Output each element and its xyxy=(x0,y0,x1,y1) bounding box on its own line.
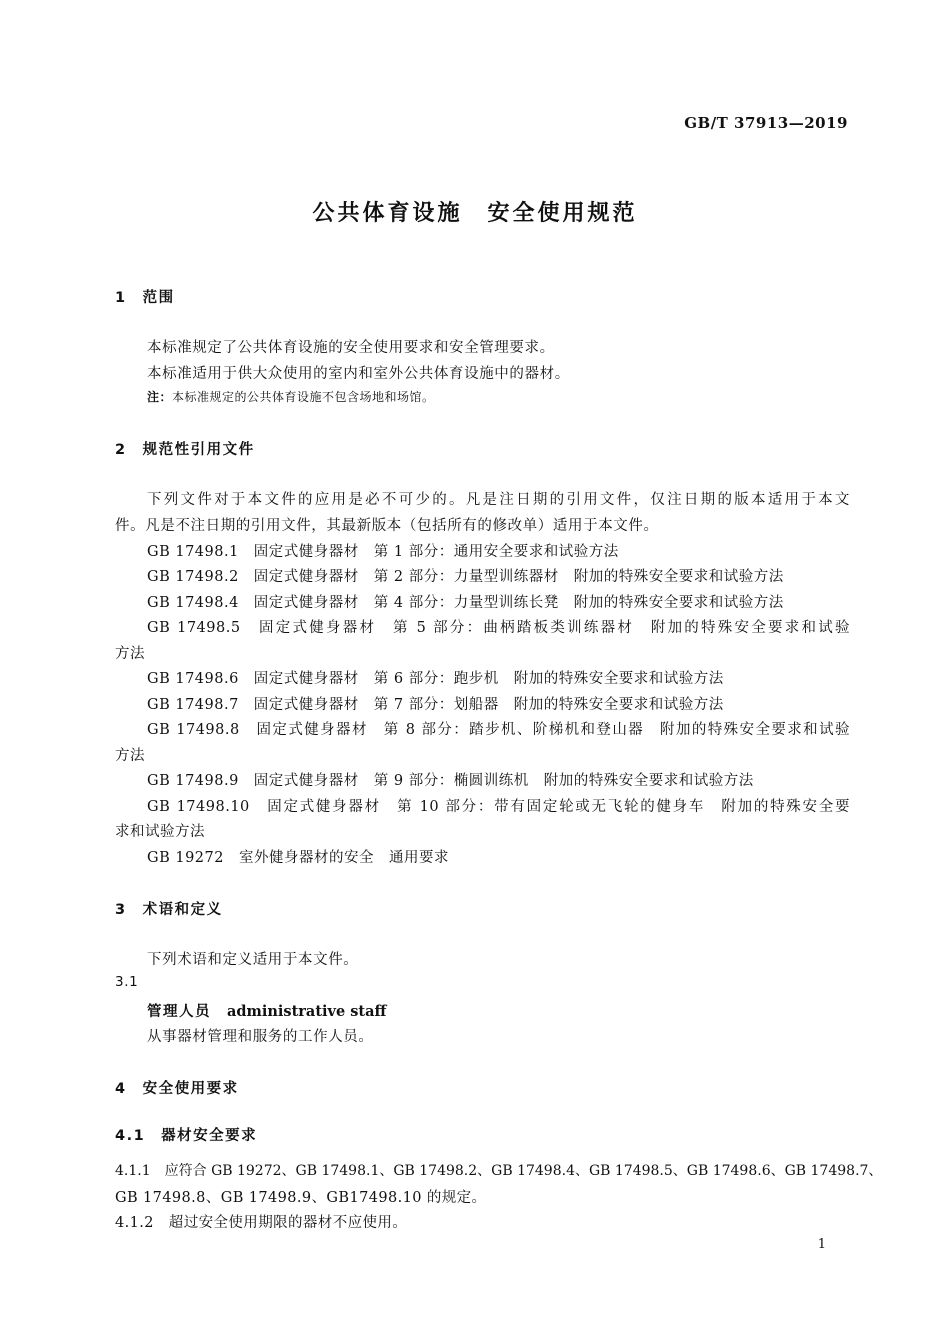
term-entry xyxy=(147,1000,386,1021)
ref-item: GB 17498.6 固定式健身器材 第 6 部分：跑步机 附加的特殊安全要求和试验方法 xyxy=(147,671,724,687)
section-heading-scope: 1 范围 xyxy=(115,290,175,306)
scope-paragraph-2: 本标准适用于供大众使用的室内和室外公共体育设施中的器材。 xyxy=(147,366,570,382)
document-code: GB/T 37913—2019 xyxy=(684,114,848,132)
section-heading-safety: 4 安全使用要求 xyxy=(115,1081,239,1097)
ref-item-continuation: 方法 xyxy=(115,748,145,764)
term-chinese: 管理人员 xyxy=(147,1004,211,1020)
ref-item: GB 17498.1 固定式健身器材 第 1 部分：通用安全要求和试验方法 xyxy=(147,544,619,560)
scope-note xyxy=(147,388,435,405)
ref-item: GB 17498.4 固定式健身器材 第 4 部分：力量型训练长凳 附加的特殊安全要求和试验方法 xyxy=(147,595,784,611)
ref-item: GB 17498.7 固定式健身器材 第 7 部分：划船器 附加的特殊安全要求和试验方法 xyxy=(147,697,724,713)
section-heading-terms: 3 术语和定义 xyxy=(115,902,223,918)
ref-item: GB 19272 室外健身器材的安全 通用要求 xyxy=(147,850,449,866)
note-text: 本标准规定的公共体育设施不包含场地和场馆。 xyxy=(172,390,435,404)
ref-item: GB 17498.9 固定式健身器材 第 9 部分：椭圆训练机 附加的特殊安全要求和试验方法 xyxy=(147,773,754,789)
subsection-heading-equipment: 4.1 器材安全要求 xyxy=(115,1128,258,1144)
refs-intro-line-1: 下列文件对于本文件的应用是必不可少的。凡是注日期的引用文件，仅注日期的版本适用于本文 xyxy=(147,492,850,508)
terms-intro: 下列术语和定义适用于本文件。 xyxy=(147,952,359,968)
scope-paragraph-1: 本标准规定了公共体育设施的安全使用要求和安全管理要求。 xyxy=(147,340,555,356)
ref-item-continuation: 方法 xyxy=(115,646,145,662)
clause-4-1-1-line-2: GB 17498.8、GB 17498.9、GB17498.10 的规定。 xyxy=(115,1190,487,1206)
ref-item: GB 17498.8 固定式健身器材 第 8 部分：踏步机、阶梯机和登山器 附加的特殊安全要求和试验 xyxy=(147,722,850,738)
term-definition: 从事器材管理和服务的工作人员。 xyxy=(147,1029,374,1045)
ref-item: GB 17498.5 固定式健身器材 第 5 部分：曲柄踏板类训练器材 附加的特殊安全要求和试验 xyxy=(147,620,850,636)
ref-item-continuation: 求和试验方法 xyxy=(115,824,205,840)
refs-intro-line-2: 件。凡是不注日期的引用文件，其最新版本（包括所有的修改单）适用于本文件。 xyxy=(115,518,659,534)
section-heading-normative-refs: 2 规范性引用文件 xyxy=(115,442,255,458)
clause-4-1-1-line-1: 4.1.1 应符合 GB 19272、GB 17498.1、GB 17498.2、GB 17498.4、GB 17498.5、GB 17498.6、GB 17498.7、 xyxy=(115,1163,883,1179)
page-title: 公共体育设施 安全使用规范 xyxy=(312,201,638,226)
ref-item: GB 17498.2 固定式健身器材 第 2 部分：力量型训练器材 附加的特殊安全要求和试验方法 xyxy=(147,569,784,585)
ref-item: GB 17498.10 固定式健身器材 第 10 部分：带有固定轮或无飞轮的健身车 附加的特殊安全要 xyxy=(147,799,850,815)
note-label: 注： xyxy=(147,390,173,404)
clause-4-1-2: 4.1.2 超过安全使用期限的器材不应使用。 xyxy=(115,1215,408,1231)
page-number: 1 xyxy=(817,1237,826,1252)
term-number: 3.1 xyxy=(115,974,139,990)
term-english: administrative staff xyxy=(227,1003,387,1020)
